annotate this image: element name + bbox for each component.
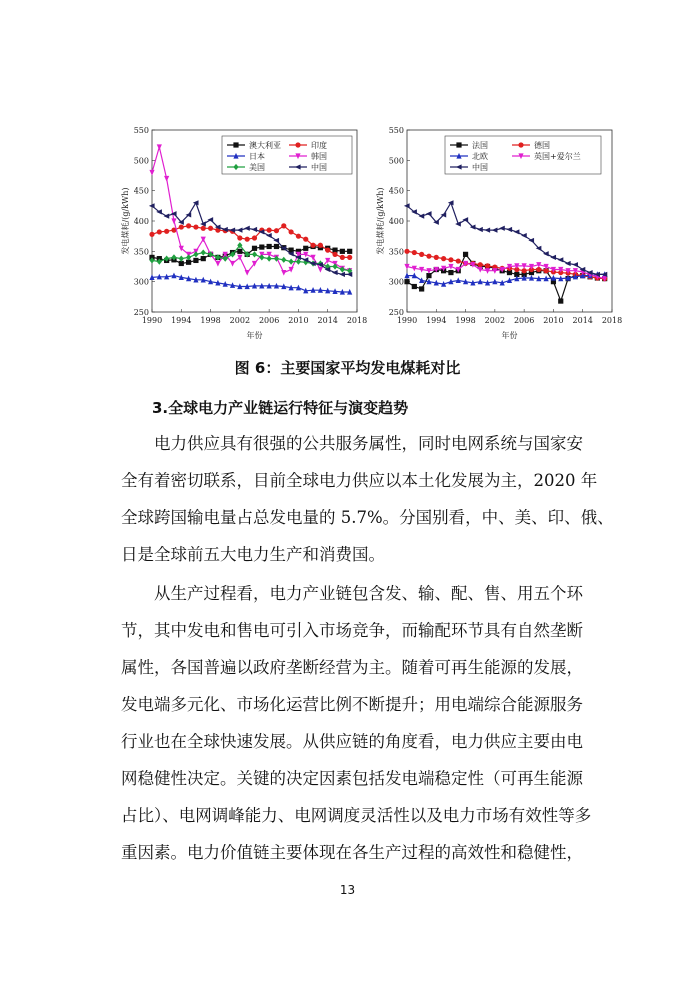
data-point [332, 252, 337, 257]
y-tick-label: 400 [388, 217, 404, 226]
legend-label: 中国 [472, 163, 488, 172]
data-point [193, 224, 198, 229]
y-tick-label: 300 [133, 277, 149, 287]
data-point [237, 249, 242, 254]
data-point [201, 226, 206, 231]
series [404, 200, 607, 277]
data-point [274, 244, 279, 249]
data-point [201, 249, 206, 255]
data-point [186, 254, 191, 260]
data-point [318, 267, 323, 273]
paragraph-line: 网稳健性决定。关键的决定因素包括发电端稳定性（可再生能源 [121, 769, 583, 788]
data-point [233, 142, 238, 147]
x-tick-label: 2014 [317, 316, 338, 325]
data-point [171, 211, 177, 216]
paragraph-line: 重因素。电力价值链主要体现在各生产过程的高效性和稳健性， [121, 843, 583, 862]
legend [445, 136, 601, 174]
data-point [456, 142, 461, 147]
legend-label: 法国 [472, 141, 488, 150]
y-tick-label: 400 [133, 217, 149, 226]
series-line [152, 226, 350, 258]
x-tick-label: 2014 [572, 316, 593, 325]
data-point [164, 229, 169, 234]
y-tick-label: 350 [388, 247, 404, 257]
y-tick-label: 550 [133, 126, 149, 135]
data-point [245, 270, 250, 276]
paragraph-line: 占比）、电网调峰能力、电网调度灵活性以及电力市场有效性等多 [121, 806, 592, 825]
data-point [149, 232, 154, 237]
paragraph-line: 属性，各国普遍以政府垄断经营为主。随着可再生能源的发展， [121, 658, 583, 677]
y-tick-label: 500 [388, 156, 404, 166]
data-point [456, 258, 461, 263]
data-point [412, 284, 417, 289]
legend-label: 德国 [534, 141, 550, 150]
data-point [157, 229, 162, 234]
data-point [295, 142, 300, 147]
data-point [340, 249, 345, 254]
legend-label: 韩国 [311, 152, 327, 161]
y-tick-label: 450 [388, 186, 404, 196]
legend-label: 中国 [311, 163, 327, 172]
data-point [303, 237, 308, 242]
series [149, 273, 352, 295]
data-point [485, 263, 490, 268]
paragraph-line: 节，其中发电和售电可引入市场竞争，而输配环节具有自然垄断 [121, 621, 583, 640]
paragraph-line: 日是全球前五大电力生产和消费国。 [121, 545, 385, 564]
paragraph-line: 全球跨国输电量占总发电量的 5.7%。分国别看，中、美、印、俄、 [121, 508, 614, 527]
legend [222, 136, 352, 174]
data-point [558, 298, 563, 303]
paragraph-line: 从生产过程看，电力产业链包含发、输、配、售、用五个环 [154, 584, 583, 603]
data-point [339, 272, 345, 277]
data-point [550, 255, 556, 260]
data-point [208, 226, 213, 231]
y-tick-label: 300 [388, 277, 404, 287]
data-point [303, 246, 308, 251]
legend-box [222, 136, 352, 174]
y-tick-label: 250 [133, 308, 149, 317]
chart-left [118, 120, 368, 345]
data-point [506, 227, 512, 232]
data-point [514, 229, 520, 234]
data-point [259, 244, 264, 249]
legend-label: 美国 [249, 163, 265, 172]
data-point [419, 252, 424, 257]
x-tick-label: 1994 [171, 316, 192, 325]
y-tick-label: 500 [133, 156, 149, 166]
legend-label: 日本 [249, 152, 265, 161]
legend-label: 英国+爱尔兰 [534, 152, 581, 161]
paragraph-1 [121, 425, 614, 573]
x-tick-label: 2006 [258, 316, 280, 325]
data-point [251, 227, 257, 232]
data-point [252, 246, 257, 251]
x-axis-label: 年份 [501, 331, 518, 340]
data-point [332, 270, 338, 275]
data-point [477, 227, 483, 232]
data-point [267, 228, 272, 233]
x-tick-label: 2002 [484, 316, 506, 325]
x-tick-label: 2002 [229, 316, 251, 325]
data-point [164, 176, 169, 182]
data-point [499, 226, 505, 231]
data-point [274, 228, 279, 233]
data-point [281, 270, 286, 276]
data-point [230, 261, 235, 267]
data-point [157, 144, 162, 150]
legend-label: 澳大利亚 [249, 141, 281, 150]
data-point [281, 223, 286, 228]
y-tick-label: 550 [388, 126, 404, 135]
data-point [289, 229, 294, 234]
data-point [518, 142, 523, 147]
data-point [419, 286, 424, 291]
data-point [426, 211, 432, 216]
data-point [289, 259, 294, 265]
data-point [347, 255, 352, 260]
data-point [179, 256, 184, 262]
data-point [245, 237, 250, 242]
data-point [193, 200, 199, 205]
legend-label: 北欧 [472, 152, 488, 161]
page-number: 13 [339, 883, 356, 897]
data-point [572, 262, 578, 267]
data-point [463, 252, 468, 257]
figure-caption: 图 6：主要国家平均发电煤耗对比 [234, 359, 461, 377]
data-point [492, 228, 498, 233]
data-point [296, 234, 301, 239]
x-tick-label: 1990 [396, 316, 418, 325]
data-point [201, 256, 206, 261]
figure-6 [118, 120, 623, 345]
y-axis-label: 发电煤耗/(g/kWh) [121, 187, 130, 255]
x-tick-label: 2018 [346, 316, 368, 325]
data-point [441, 256, 446, 261]
data-point [281, 257, 286, 263]
data-point [565, 261, 571, 266]
section-heading: 3.全球电力产业链运行特征与演变趋势 [152, 399, 409, 417]
data-point [252, 235, 257, 240]
data-point [259, 254, 264, 260]
x-tick-label: 1994 [426, 316, 447, 325]
data-point [266, 233, 272, 238]
x-tick-label: 1998 [200, 316, 221, 325]
x-tick-label: 2018 [601, 316, 623, 325]
data-point [193, 258, 198, 263]
y-tick-label: 250 [388, 308, 404, 317]
y-tick-label: 450 [133, 186, 149, 196]
data-point [521, 233, 527, 238]
data-point [448, 270, 453, 275]
x-tick-label: 2006 [513, 316, 535, 325]
data-point [244, 226, 250, 231]
data-point [237, 228, 243, 233]
data-point [558, 257, 564, 262]
data-point [149, 170, 154, 176]
paragraph-line: 行业也在全球快速发展。从供应链的角度看，电力供应主要由电 [121, 732, 583, 751]
x-tick-label: 1998 [455, 316, 476, 325]
data-point [448, 200, 454, 205]
data-point [186, 223, 191, 228]
data-point [267, 244, 272, 249]
data-point [484, 228, 490, 233]
data-point [448, 257, 453, 262]
data-point [478, 262, 483, 267]
data-point [252, 251, 257, 257]
data-point [215, 261, 220, 267]
data-point [404, 279, 409, 284]
x-tick-label: 2010 [543, 316, 564, 325]
data-point [426, 254, 431, 259]
data-point [404, 249, 409, 254]
y-axis-label: 发电煤耗/(g/kWh) [376, 187, 385, 255]
data-point [310, 243, 315, 248]
data-point [434, 255, 439, 260]
data-point [179, 224, 184, 229]
y-tick-label: 350 [133, 247, 149, 257]
paragraph-line: 发电端多元化、市场化运营比例不断提升；用电端综合能源服务 [121, 695, 583, 714]
x-tick-label: 2010 [288, 316, 309, 325]
data-point [171, 218, 176, 224]
data-point [412, 250, 417, 255]
paragraph-line: 全有着密切联系，目前全球电力供应以本土化发展为主，2020 年 [121, 471, 598, 490]
x-axis-label: 年份 [246, 331, 263, 340]
data-point [267, 256, 272, 262]
data-point [340, 255, 345, 260]
data-point [347, 249, 352, 254]
chart-right [373, 120, 623, 345]
data-point [318, 243, 323, 248]
legend-label: 印度 [311, 141, 327, 150]
data-point [237, 235, 242, 240]
paragraph-line: 电力供应具有很强的公共服务属性，同时电网系统与国家安 [154, 434, 583, 453]
data-point [325, 248, 330, 253]
paragraph-2 [121, 575, 592, 871]
x-tick-label: 1990 [141, 316, 163, 325]
